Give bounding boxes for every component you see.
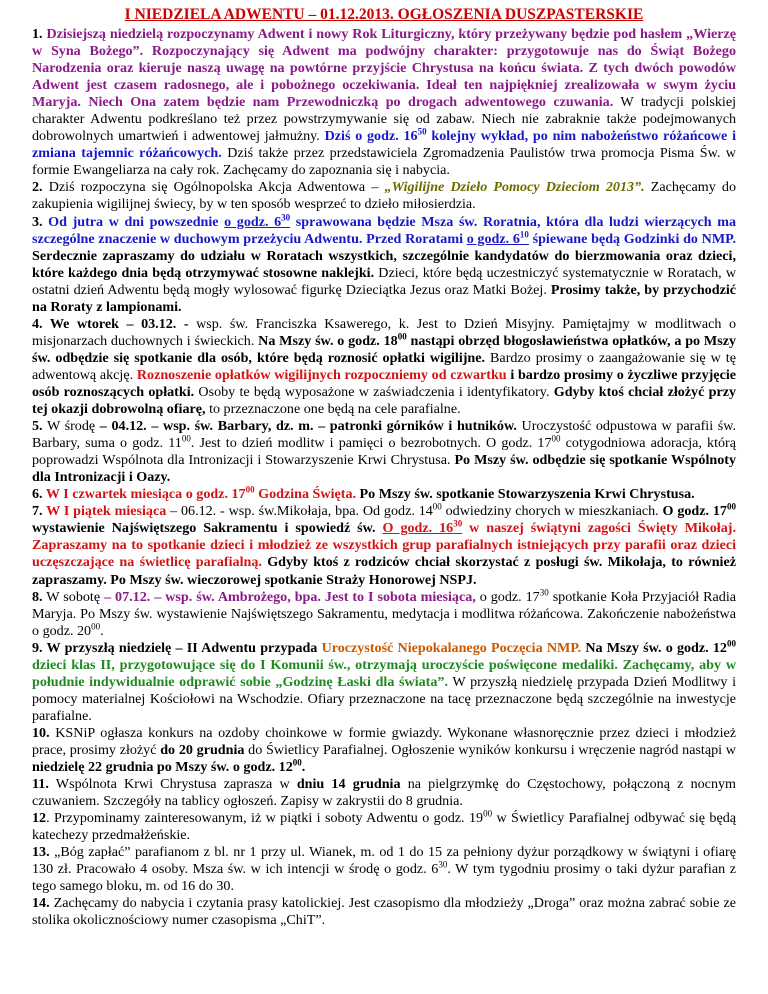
announcement-5: 5. W środę – 04.12. – wsp. św. Barbary, dz. m. – patronki górników i hutników. Uroczystość odpustowa w parafii św. Barbary, suma o godz. $11^{00}$. Jest to dzień modlitw i pamięci o bezrobotnych. O godz. $17^{00}$ cotygodniowa adoracja, którą poprowadzi Wspólnota dla Intronizacji i Stowarzyszenie Krwi Chrystusa. Po Mszy św. odbędzie się spotkanie Wspólnoty dla Intronizacji i Oazy. <box>32 418 737 486</box>
announcement-4: 4. We wtorek – 03.12. - wsp. św. Franciszka Ksawerego, k. Jest to Dzień Misyjny. Pamiętajmy w modlitwach o misjonarzach duchownych i świeckich. Na Mszy św. o godz. $18^{00}$ nastąpi obrzęd błogosławieństwa opłatków, a po Mszy św. odbędzie się spotkanie dla osób, które będą roznosić opłatki wigilijne. Bardzo prosimy o zaangażowanie się w tę adwentową akcję. Roznoszenie opłatków wigilijnych rozpoczniemy od czwartku i bardzo prosimy o życzliwe przyjęcie osób roznoszących opłatki. Osoby te będą wyposażone w zaświadczenia i identyfikatory. Gdyby ktoś chciał złożyć przy tej okazji dobrowolną ofiarę, to przeznaczone one będą na cele parafialne. <box>32 315 737 418</box>
announcement-12: 12. Przypominamy zainteresowanym, iż w piątki i soboty Adwentu o godz. $19^{00}$ w Świetlicy Parafialnej odbywać się będą katechezy przedmałżeńskie. <box>32 808 737 844</box>
announcement-1: 1. Dzisiejszą niedzielą rozpoczynamy Adwent i nowy Rok Liturgiczny, który przeżywany będzie pod hasłem „Wierzę w Syna Bożego”. Rozpoczynający się Adwent ma podwójny charakter: przygotowuje nas do Świąt Bożego Narodzenia oraz kieruje naszą uwagę na powtórne przyjście Chrystusa na końcu świata. Z tych dwóch powodów Adwent jest czasem radosnego, ale i pobożnego oczekiwania. Ideał ten najpiękniej zrealizowała w swym życiu Maryja. Niech Ona zatem będzie nam Przewodniczką po drogach adwentowego czuwania. W tradycji polskiej charakter Adwentu podkreślano też przez powstrzymywanie się od zabaw. Niech nie zabraknie także podejmowanych dobrowolnych umartwień i adwentowej jałmużny. Dziś o godz. $16^{50}$ kolejny wykład, po nim nabożeństwo różańcowe i zmiana tajemnic różańcowych. Dziś także przez przedstawiciela Zgromadzenia Paulistów trwa promocja Pisma Św. w formie Ewangeliarza na cały rok. Zachęcamy do zapoznania się i nabycia. <box>32 26 737 179</box>
announcements-list <box>32 26 736 929</box>
announcement-13: 13. „Bóg zapłać” parafianom z bl. nr 1 przy ul. Wianek, m. od 1 do 15 za pełniony dyżur porządkowy w świątyni i ofiarę 130 zł. Pracowało 4 osoby. Msza św. w ich intencji w środę o godz. $6^{30}$. W tym tygodniu prosimy o taki dyżur parafian z tego samego bloku, m. od 16 do 30. <box>32 844 737 895</box>
announcement-8: 8. W sobotę – 07.12. – wsp. św. Ambrożego, bpa. Jest to I sobota miesiąca, o godz. $17^{30}$ spotkanie Koła Przyjaciół Radia Maryja. Po Mszy św. wystawienie Najświętszego Sakramentu, medytacja i modlitwa różańcowa. Zakończenie nabożeństwa o godz. $20^{00}$. <box>32 586 736 639</box>
announcement-6: 6. W I czwartek miesiąca o godz. $17^{00}$ Godzina Święta. Po Mszy św. spotkanie Stowarzyszenia Krwi Chrystusa. <box>32 484 695 503</box>
announcement-9: 9. W przyszłą niedzielę – II Adwentu przypada Uroczystość Niepokalanego Poczęcia NMP. Na Mszy św. o godz. $12^{00}$ dzieci klas II, przygotowujące się do I Komunii św., otrzymają uroczyście poświęcone medaliki. Zachęcamy, aby w południe indywidualnie odprawić sobie „Godzinę Łaski dla świata”. W przyszłą niedzielę przypada Dzień Modlitwy i pomocy materialnej Kościołowi na Wschodzie. Ofiary przeznaczone na tacę przeznaczone będą szczególnie na inwestycje parafialne. <box>32 638 736 724</box>
announcement-3: 3. Od jutra w dni powszednie o godz. $6^{30}$ sprawowana będzie Msza św. Roratnia, która dla ludzi wierzących ma szczególne znaczenie w duchowym przeżyciu Adwentu. Przed Roratami o godz. $6^{10}$ śpiewane będą Godzinki do NMP. Serdecznie zapraszamy do udziału w Roratach wszystkich, szczególnie kandydatów do bierzmowania oraz dzieci, które każdego dnia będą otrzymywać stosowne naklejki. Dzieci, które będą uczestniczyć systematycznie w Roratach, w ostatni dzień Adwentu będą mogły wylosować figurkę Dzieciątka Jezus oraz Matki Bożej. Prosimy także, by przychodzić na Roraty z lampionami. <box>32 211 736 315</box>
announcement-2: 2. Dziś rozpoczyna się Ogólnopolska Akcja Adwentowa – „Wigilijne Dzieło Pomocy Dzieciom 2013”. Zachęcamy do zakupienia wigilijnej świecy, by w ten sposób wesprzeć to dzieło miłosierdzia. <box>32 179 736 213</box>
announcement-11: 11. Wspólnota Krwi Chrystusa zaprasza w dniu 14 grudnia na pielgrzymkę do Częstochowy, połączoną z nocnym czuwaniem. Szczegóły na tablicy ogłoszeń. Zapisy w zakrystii do 8 grudnia. <box>32 776 736 810</box>
announcement-10: 10. KSNiP ogłasza konkurs na ozdoby choinkowe w formie gwiazdy. Wykonane własnoręcznie przez dzieci i młodzież prace, prosimy złożyć do 20 grudnia do Świetlicy Parafialnej. Ogłoszenie wyników konkursu i wręczenie nagród nastąpi w niedzielę 22 grudnia po Mszy św. o godz. $12^{00}$. <box>32 724 736 776</box>
announcement-7: 7. W I piątek miesiąca – 06.12. - wsp. św.Mikołaja, bpa. Od godz. $14^{00}$ odwiedziny chorych w mieszkaniach. O godz. $17^{00}$ wystawienie Najświętszego Sakramentu i spowiedź św. O godz. $16^{30}$ w naszej świątyni zagości Święty Mikołaj. Zapraszamy na to spotkanie dzieci i młodzież ze wszystkich grup parafialnych istniejących przy parafii oraz dzieci uczęszczające na świetlicę parafialną. Gdyby ktoś z rodziców chciał skorzystać z posługi św. Mikołaja, to również zapraszamy. Po Mszy św. wieczorowej spotkanie Straży Honorowej NSPJ. <box>32 501 736 588</box>
announcement-14: 14. Zachęcamy do nabycia i czytania prasy katolickiej. Jest czasopismo dla młodzieży „Droga” oraz można zabrać sobie ze stolika okolicznościowy numer czasopisma „ChiT”. <box>32 895 736 929</box>
page-title: I NIEDZIELA ADWENTU – 01.12.2013. OGŁOSZENIA DUSZPASTERSKIE <box>124 6 644 23</box>
